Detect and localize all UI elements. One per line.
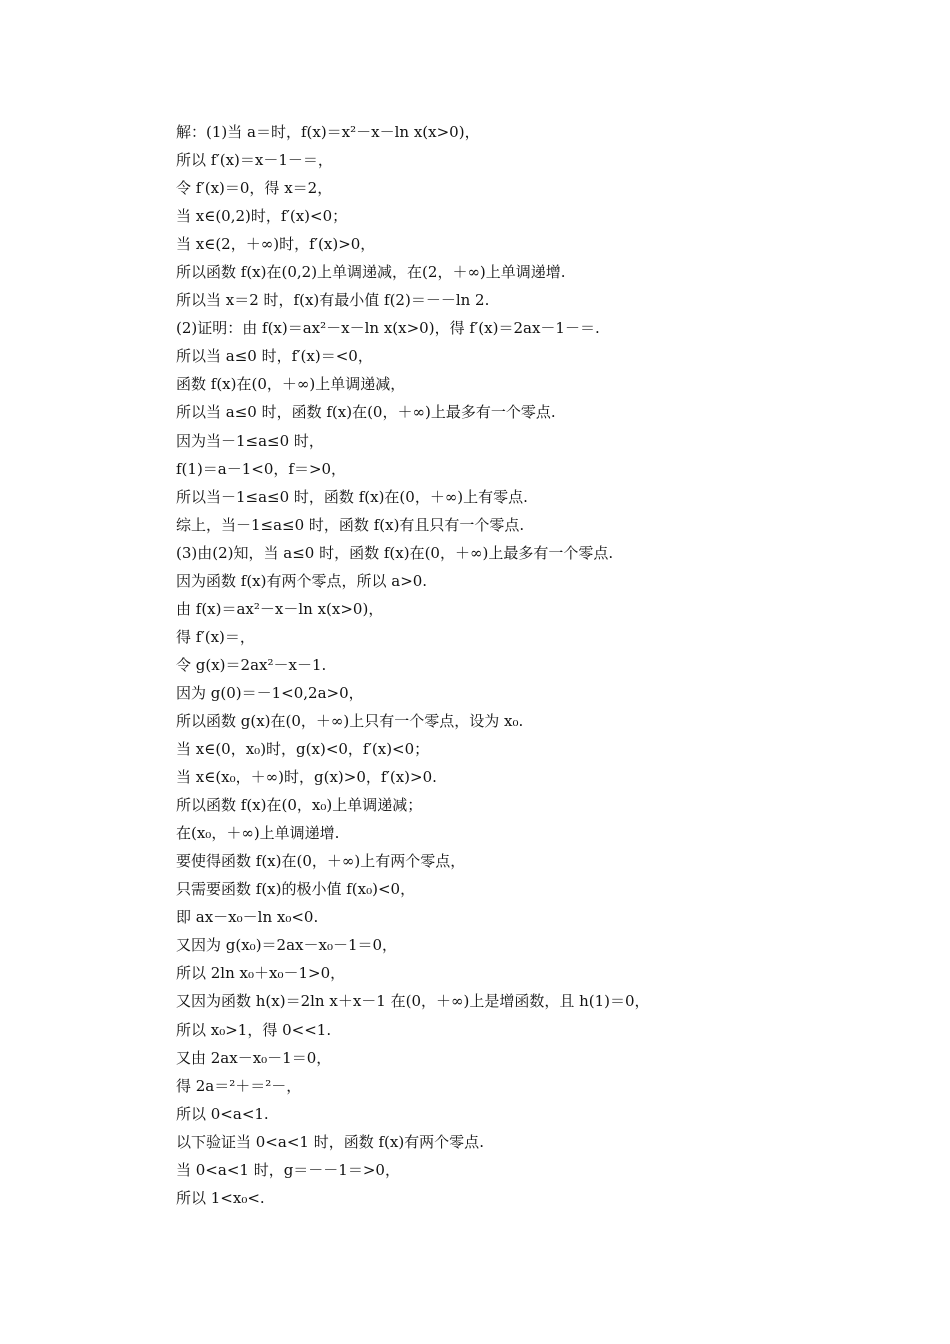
text-line: (3)由(2)知，当 a≤0 时，函数 f(x)在(0，＋∞)上最多有一个零点.: [176, 543, 614, 562]
text-line: 只需要函数 f(x)的极小值 f(x₀)<0，: [176, 880, 416, 899]
text-line: 在(x₀，＋∞)上单调递增.: [176, 824, 340, 843]
text-line: 函数 f(x)在(0，＋∞)上单调递减，: [176, 375, 406, 394]
text-line: 当 0<a<1 时，g＝－－1＝>0，: [176, 1160, 400, 1179]
text-line: (2)证明：由 f(x)＝ax²－x－ln x(x>0)，得 f′(x)＝2ax－1－＝.: [176, 319, 600, 338]
solution-text: [176, 118, 896, 1212]
text-line: 当 x∈(2，＋∞)时，f′(x)>0，: [176, 235, 376, 254]
text-line: 又因为 g(x₀)＝2ax－x₀－1＝0，: [176, 936, 398, 955]
text-line: 因为 g(0)＝－1<0,2a>0，: [176, 683, 364, 702]
text-line: 所以当 a≤0 时，函数 f(x)在(0，＋∞)上最多有一个零点.: [176, 403, 556, 422]
text-line: 所以 0<a<1.: [176, 1104, 269, 1123]
text-line: 所以函数 g(x)在(0，＋∞)上只有一个零点，设为 x₀.: [176, 711, 524, 730]
text-line: 所以函数 f(x)在(0，x₀)上单调递减；: [176, 796, 423, 815]
text-line: 又由 2ax－x₀－1＝0，: [176, 1048, 332, 1067]
text-line: 解：(1)当 a＝时，f(x)＝x²－x－ln x(x>0)，: [176, 123, 480, 141]
text-line: 所以当 a≤0 时，f′(x)＝<0，: [176, 347, 373, 366]
text-line: 令 g(x)＝2ax²－x－1.: [176, 655, 327, 674]
text-line: f(1)＝a－1<0，f＝>0，: [176, 459, 347, 478]
text-line: 综上，当－1≤a≤0 时，函数 f(x)有且只有一个零点.: [176, 515, 525, 534]
text-line: 当 x∈(0,2)时，f′(x)<0；: [176, 207, 348, 226]
text-line: 因为当－1≤a≤0 时，: [176, 431, 324, 450]
text-line: 得 2a＝²＋＝²－，: [176, 1076, 302, 1095]
text-line: 所以 f′(x)＝x－1－＝，: [176, 151, 333, 170]
text-line: 要使得函数 f(x)在(0，＋∞)上有两个零点，: [176, 852, 466, 871]
text-line: 所以当 x＝2 时，f(x)有最小值 f(2)＝－－ln 2.: [176, 291, 490, 310]
text-line: 所以 x₀>1，得 0<<1.: [176, 1020, 332, 1039]
text-line: 所以当－1≤a≤0 时，函数 f(x)在(0，＋∞)上有零点.: [176, 487, 528, 506]
text-line: 所以 2ln x₀＋x₀－1>0，: [176, 964, 346, 983]
text-line: 因为函数 f(x)有两个零点，所以 a>0.: [176, 571, 428, 590]
text-line: 即 ax－x₀－ln x₀<0.: [176, 908, 319, 927]
text-line: 所以 1<x₀<.: [176, 1188, 265, 1207]
text-line: 当 x∈(x₀，＋∞)时，g(x)>0，f′(x)>0.: [176, 768, 437, 787]
text-line: 令 f′(x)＝0，得 x＝2，: [176, 179, 333, 198]
text-line: 又因为函数 h(x)＝2ln x＋x－1 在(0，＋∞)上是增函数，且 h(1)＝0，: [176, 992, 650, 1011]
text-line: 以下验证当 0<a<1 时，函数 f(x)有两个零点.: [176, 1132, 484, 1151]
text-line: 所以函数 f(x)在(0,2)上单调递减，在(2，＋∞)上单调递增.: [176, 263, 566, 282]
text-line: 得 f′(x)＝，: [176, 627, 255, 646]
text-line: 由 f(x)＝ax²－x－ln x(x>0)，: [176, 599, 384, 618]
text-line: 当 x∈(0，x₀)时，g(x)<0，f′(x)<0；: [176, 740, 430, 759]
